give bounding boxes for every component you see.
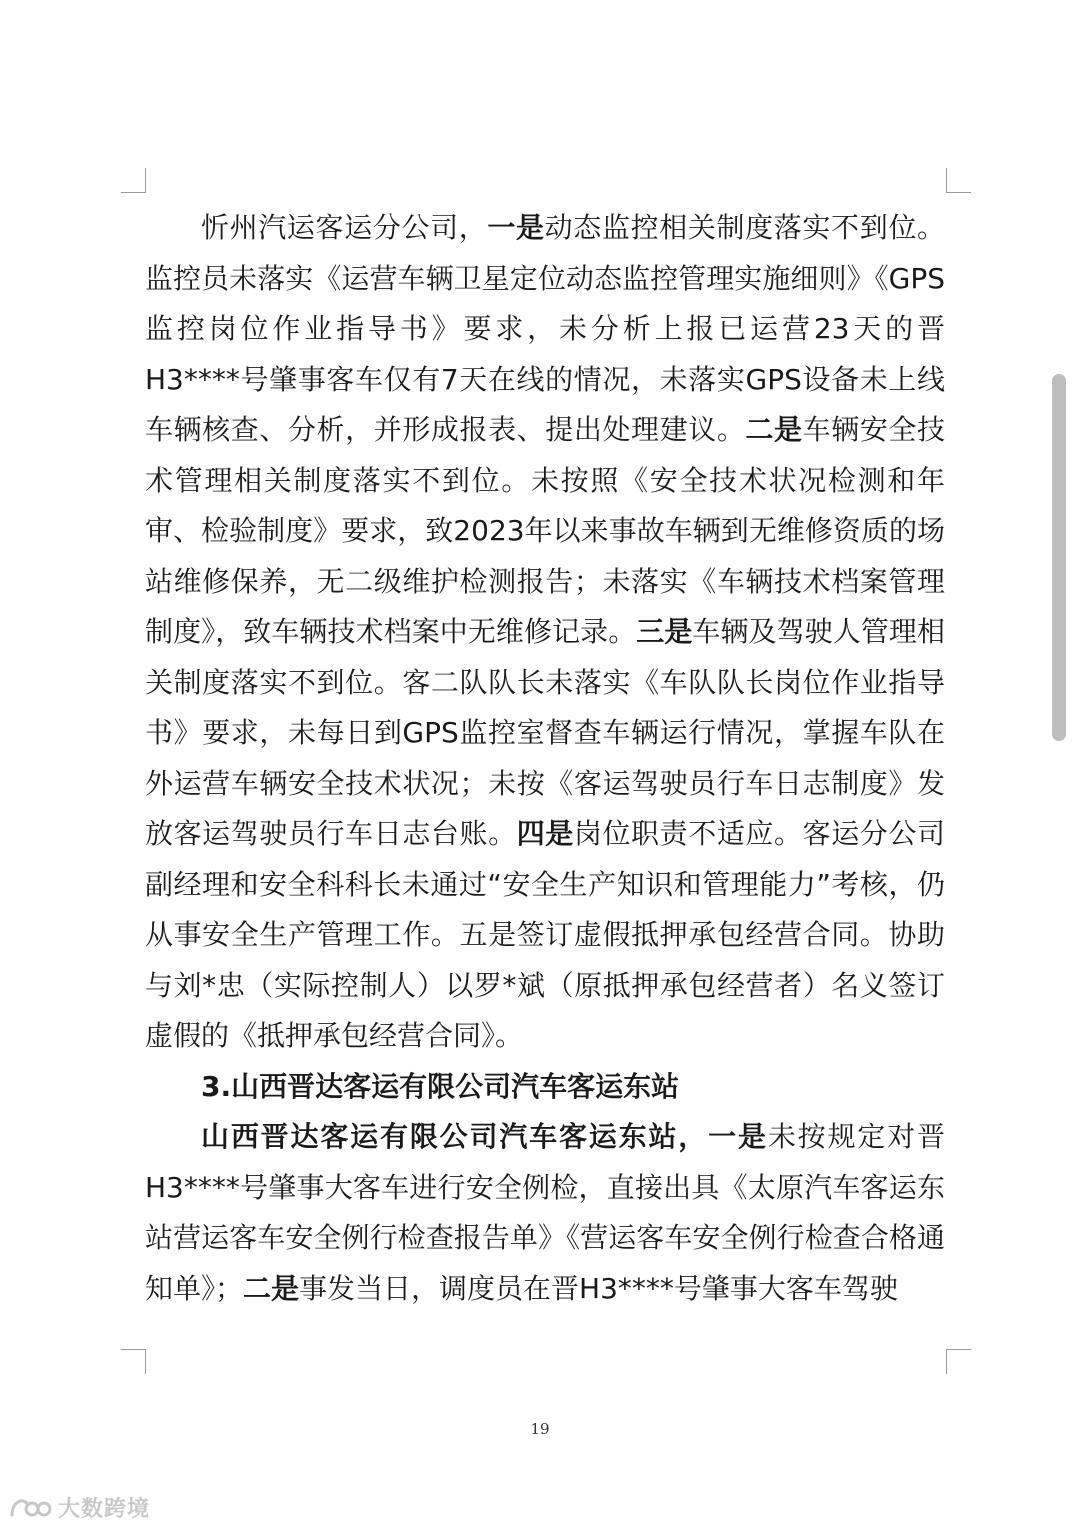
point-marker-2: 二是: [243, 1271, 300, 1305]
point-text-2: 事发当日，调度员在晋H3****号肇事大客车驾驶: [299, 1271, 898, 1305]
corner-mark-bottom-right: [946, 1349, 971, 1374]
point-marker-4: 四是: [516, 817, 574, 850]
point-marker-1: 一是: [708, 1120, 768, 1153]
paragraph-lead: 忻州汽运客运分公司，: [201, 211, 488, 244]
watermark-logo-icon: [8, 1493, 52, 1523]
corner-mark-bottom-left: [121, 1349, 146, 1374]
point-text-1: 动态监控相关制度落实不到位。监控员未落实《运营车辆卫星定位动态监控管理实施细则》《GPS监控岗位作业指导书》要求，未分析上报已运营23天的晋H3****号肇事客车仅有7天在线的情况，未落实GPS设备未上线车辆核查、分析，并形成报表、提出处理建议。: [145, 211, 945, 446]
point-marker-2: 二是: [745, 413, 803, 446]
point-text-3: 车辆及驾驶人管理相关制度落实不到位。客二队队长未落实《车队队长岗位作业指导书》要求，未每日到GPS监控室督查车辆运行情况，掌握车队在外运营车辆安全技术状况；未按《客运驾驶员行车日志制度》发放客运驾驶员行车日志台账。: [145, 615, 945, 850]
section-heading: 3.山西晋达客运有限公司汽车客运东站: [201, 1069, 680, 1103]
point-marker-3: 三是: [636, 615, 693, 648]
scrollbar-thumb[interactable]: [1052, 374, 1066, 741]
point-text-4: 岗位职责不适应。客运分公司副经理和安全科科长未通过“安全生产知识和管理能力”考核，仍从事安全生产管理工作。五是签订虚假抵押承包经营合同。协助与刘*忠（实际控制人）以罗*斌（原抵押承包经营者）名义签订虚假的《抵押承包经营合同》。: [145, 817, 945, 1052]
page-content: [145, 203, 945, 1314]
paragraph-xinzhou: [145, 203, 945, 1062]
corner-mark-top-right: [946, 168, 971, 193]
corner-mark-top-left: [121, 168, 146, 193]
page-number: 19: [530, 1420, 550, 1438]
paragraph-jinda: [145, 1112, 945, 1314]
point-text-1: 未按规定对晋H3****号肇事大客车进行安全例检，直接出具《太原汽车客运东站营运客车安全例行检查报告单》《营运客车安全例行检查合格通知单》；: [145, 1120, 945, 1305]
watermark: [8, 1492, 150, 1523]
paragraph-lead-bold: 山西晋达客运有限公司汽车客运东站，: [201, 1120, 709, 1153]
point-marker-1: 一是: [487, 211, 545, 244]
watermark-text: 大数跨境: [58, 1497, 151, 1522]
point-text-2: 车辆安全技术管理相关制度落实不到位。未按照《安全技术状况检测和年审、检验制度》要求，致2023年以来事故车辆到无维修资质的场站维修保养，无二级维护检测报告；未落实《车辆技术档案管理制度》，致车辆技术档案中无维修记录。: [145, 413, 945, 648]
